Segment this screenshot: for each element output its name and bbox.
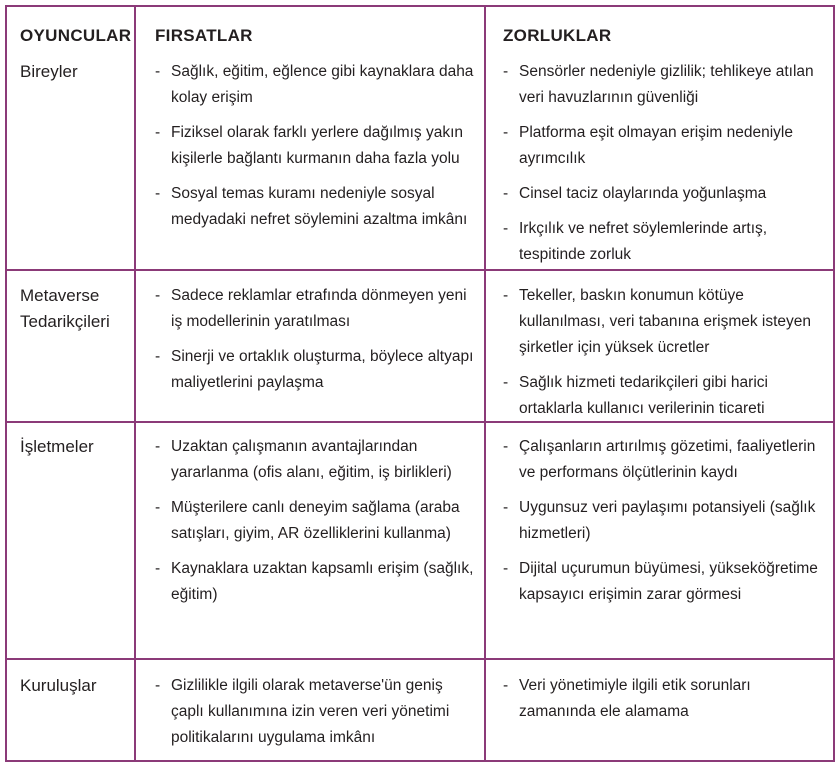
list-item	[501, 216, 821, 268]
bullet-dash: -	[503, 185, 509, 202]
list-item	[501, 673, 821, 725]
bullet-dash: -	[155, 499, 161, 516]
bullet-dash: -	[503, 677, 509, 694]
list-item	[153, 344, 478, 396]
opportunity-text: Sosyal temas kuramı nedeniyle sosyal medyadaki nefret söylemini azaltma imkânı	[171, 185, 468, 228]
challenge-text: Sağlık hizmeti tedarikçileri gibi harici ortaklarla kullanıcı verilerinin ticareti	[519, 374, 768, 417]
bullet-dash: -	[155, 560, 161, 577]
challenge-text: Sensörler nedeniyle gizlilik; tehlikeye atılan veri havuzlarının güvenliği	[519, 63, 814, 106]
bullet-dash: -	[155, 287, 161, 304]
challenge-text: Veri yönetimiyle ilgili etik sorunları zamanında ele alamama	[519, 677, 751, 720]
list-item	[153, 283, 478, 335]
challenge-text: Tekeller, baskın konumun kötüye kullanılması, veri tabanına erişmek isteyen şirketler için yüksek ücretler	[519, 287, 812, 356]
opportunities-metaverse-providers	[153, 283, 478, 396]
challenge-text: Uygunsuz veri paylaşımı potansiyeli (sağlık hizmetleri)	[519, 499, 816, 542]
header-opportunities: FIRSATLAR	[155, 26, 253, 45]
bullet-dash: -	[155, 63, 161, 80]
bullet-dash: -	[503, 499, 509, 516]
challenge-text: Platforma eşit olmayan erişim nedeniyle ayrımcılık	[519, 124, 793, 167]
bullet-dash: -	[503, 63, 509, 80]
list-item	[153, 673, 478, 751]
opportunity-text: Sadece reklamlar etrafında dönmeyen yeni iş modellerinin yaratılması	[171, 287, 467, 330]
challenge-text: Dijital uçurumun büyümesi, yükseköğretime kapsayıcı erişimin zarar görmesi	[519, 560, 818, 603]
list-item	[501, 556, 821, 608]
opportunities-individuals	[153, 59, 478, 233]
challenge-text: Irkçılık ve nefret söylemlerinde artış, tespitinde zorluk	[519, 220, 768, 263]
actor-businesses: İşletmeler	[20, 437, 94, 456]
list-item	[501, 434, 821, 486]
challenges-metaverse-providers	[501, 283, 821, 422]
list-item	[153, 495, 478, 547]
list-item	[153, 120, 478, 172]
bullet-dash: -	[155, 185, 161, 202]
actor-institutions: Kuruluşlar	[20, 676, 97, 695]
list-item	[153, 434, 478, 486]
bullet-dash: -	[155, 124, 161, 141]
list-item	[501, 283, 821, 361]
header-challenges: ZORLUKLAR	[503, 26, 612, 45]
challenges-individuals	[501, 59, 821, 268]
bullet-dash: -	[155, 677, 161, 694]
opportunity-text: Sinerji ve ortaklık oluşturma, böylece altyapı maliyetlerini paylaşma	[171, 348, 474, 391]
header-actors: OYUNCULAR	[20, 26, 132, 45]
opportunity-text: Müşterilere canlı deneyim sağlama (araba satışları, giyim, AR özelliklerini kullanma)	[171, 499, 460, 542]
list-item	[501, 495, 821, 547]
list-item	[501, 59, 821, 111]
challenge-text: Cinsel taciz olaylarında yoğunlaşma	[519, 185, 767, 202]
opportunities-businesses	[153, 434, 478, 608]
bullet-dash: -	[503, 124, 509, 141]
bullet-dash: -	[155, 438, 161, 455]
actors-table	[5, 5, 835, 762]
opportunity-text: Kaynaklara uzaktan kapsamlı erişim (sağlık, eğitim)	[171, 560, 474, 603]
list-item	[501, 181, 821, 207]
bullet-dash: -	[503, 374, 509, 391]
actor-metaverse-providers: Metaverse Tedarikçileri	[20, 286, 110, 331]
bullet-dash: -	[503, 438, 509, 455]
list-item	[153, 181, 478, 233]
bullet-dash: -	[503, 287, 509, 304]
bullet-dash: -	[155, 348, 161, 365]
list-item	[153, 556, 478, 608]
list-item	[153, 59, 478, 111]
opportunity-text: Sağlık, eğitim, eğlence gibi kaynaklara daha kolay erişim	[171, 63, 474, 106]
actor-individuals: Bireyler	[20, 62, 78, 81]
challenge-text: Çalışanların artırılmış gözetimi, faaliyetlerin ve performans ölçütlerinin kaydı	[519, 438, 816, 481]
challenges-institutions	[501, 673, 821, 725]
column-divider	[134, 7, 136, 760]
opportunity-text: Uzaktan çalışmanın avantajlarından yararlanma (ofis alanı, eğitim, iş birlikleri)	[171, 438, 452, 481]
bullet-dash: -	[503, 560, 509, 577]
row-divider	[7, 658, 833, 660]
list-item	[501, 120, 821, 172]
opportunity-text: Fiziksel olarak farklı yerlere dağılmış yakın kişilerle bağlantı kurmanın daha fazla yolu	[171, 124, 464, 167]
row-divider	[7, 269, 833, 271]
opportunity-text: Gizlilikle ilgili olarak metaverse'ün geniş çaplı kullanımına izin veren veri yönetimi politikalarını uygulama imkânı	[171, 677, 450, 746]
column-divider	[484, 7, 486, 760]
challenges-businesses	[501, 434, 821, 608]
opportunities-institutions	[153, 673, 478, 751]
list-item	[501, 370, 821, 422]
bullet-dash: -	[503, 220, 509, 237]
